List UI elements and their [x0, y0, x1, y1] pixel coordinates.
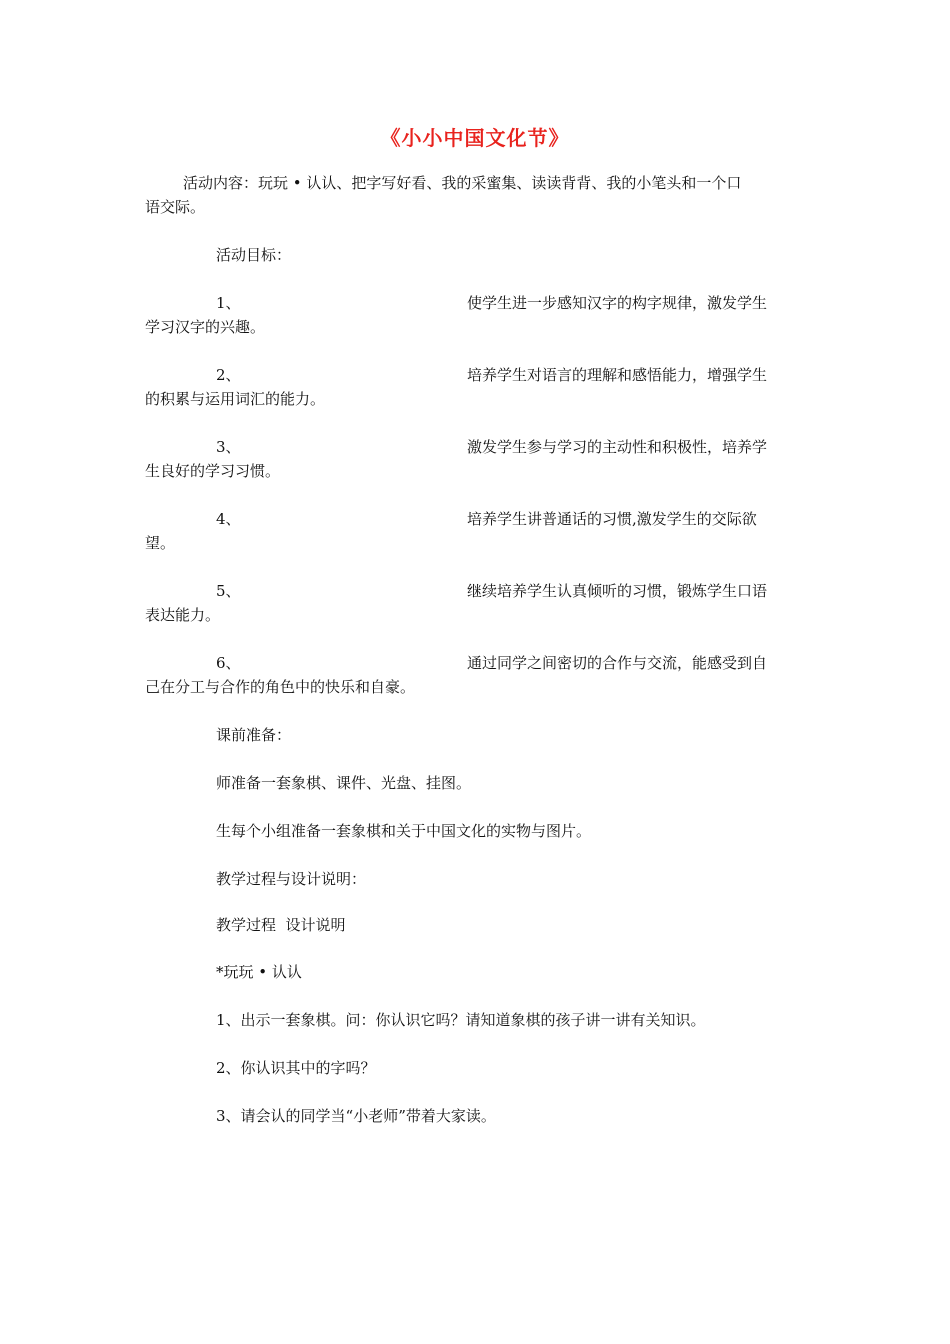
- goal-text: 通过同学之间密切的合作与交流，能感受到自: [467, 654, 768, 672]
- goal-text-continued: 的积累与运用词汇的能力。: [145, 390, 326, 408]
- section-title: *玩玩 • 认认: [216, 963, 302, 981]
- goal-text: 培养学生讲普通话的习惯,激发学生的交际欲: [467, 510, 757, 528]
- goal-text: 继续培养学生认真倾听的习惯，锻炼学生口语: [467, 582, 768, 600]
- goal-text-continued: 表达能力。: [145, 606, 221, 624]
- prep-heading: 课前准备：: [216, 726, 292, 744]
- goal-number: 3、: [216, 438, 241, 456]
- goal-number: 4、: [216, 510, 241, 528]
- goal-text-continued: 学习汉字的兴趣。: [145, 318, 266, 336]
- content-line-1: 活动内容：玩玩 • 认认、把字写好看、我的采蜜集、读读背背、我的小笔头和一个口: [183, 174, 742, 192]
- goal-number: 1、: [216, 294, 241, 312]
- goal-text-continued: 己在分工与合作的角色中的快乐和自豪。: [145, 678, 416, 696]
- goal-number: 2、: [216, 366, 241, 384]
- goals-heading: 活动目标：: [216, 246, 292, 264]
- content-line-2: 语交际。: [145, 198, 206, 216]
- prep-teacher: 师准备一套象棋、课件、光盘、挂图。: [216, 774, 472, 792]
- goal-number: 6、: [216, 654, 241, 672]
- document-title: 《小小中国文化节》: [380, 126, 570, 150]
- step-item: 2、你认识其中的字吗？: [216, 1059, 376, 1077]
- goal-text-continued: 望。: [145, 534, 176, 552]
- step-item: 1、出示一套象棋。问：你认识它吗？请知道象棋的孩子讲一讲有关知识。: [216, 1011, 706, 1029]
- step-item: 3、请会认的同学当“小老师”带着大家读。: [216, 1107, 496, 1125]
- process-columns: 教学过程 设计说明: [216, 916, 346, 934]
- goal-text: 使学生进一步感知汉字的构字规律，激发学生: [467, 294, 768, 312]
- goal-text: 激发学生参与学习的主动性和积极性，培养学: [467, 438, 768, 456]
- goal-text-continued: 生良好的学习习惯。: [145, 462, 281, 480]
- process-heading: 教学过程与设计说明：: [216, 870, 367, 888]
- goal-text: 培养学生对语言的理解和感悟能力，增强学生: [467, 366, 768, 384]
- goal-number: 5、: [216, 582, 241, 600]
- prep-student: 生每个小组准备一套象棋和关于中国文化的实物与图片。: [216, 822, 592, 840]
